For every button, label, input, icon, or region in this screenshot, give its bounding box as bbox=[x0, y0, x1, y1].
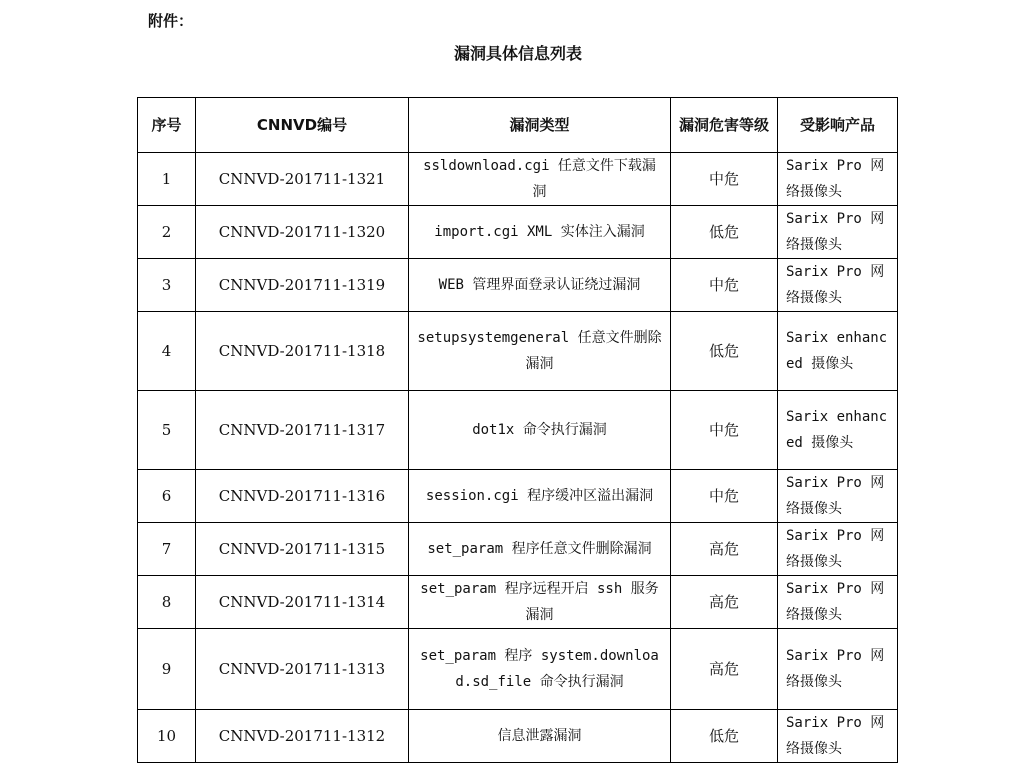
cell-product: Sarix Pro 网络摄像头 bbox=[778, 206, 898, 259]
cell-product: Sarix Pro 网络摄像头 bbox=[778, 470, 898, 523]
cell-product: Sarix enhanced 摄像头 bbox=[778, 391, 898, 470]
cell-no: 3 bbox=[138, 259, 196, 312]
cell-cnnvd-id: CNNVD-201711-1320 bbox=[196, 206, 409, 259]
cell-cnnvd-id: CNNVD-201711-1317 bbox=[196, 391, 409, 470]
table-row bbox=[138, 312, 898, 391]
cell-no: 7 bbox=[138, 523, 196, 576]
cell-type: import.cgi XML 实体注入漏洞 bbox=[409, 206, 671, 259]
cell-type: set_param 程序任意文件删除漏洞 bbox=[409, 523, 671, 576]
cell-type: dot1x 命令执行漏洞 bbox=[409, 391, 671, 470]
cell-type: setupsystemgeneral 任意文件删除漏洞 bbox=[409, 312, 671, 391]
cell-no: 6 bbox=[138, 470, 196, 523]
cell-level: 中危 bbox=[671, 259, 778, 312]
cell-cnnvd-id: CNNVD-201711-1314 bbox=[196, 576, 409, 629]
cell-cnnvd-id: CNNVD-201711-1318 bbox=[196, 312, 409, 391]
cell-type: set_param 程序 system.download.sd_file 命令执行漏洞 bbox=[409, 629, 671, 710]
cell-type: ssldownload.cgi 任意文件下载漏洞 bbox=[409, 153, 671, 206]
cell-cnnvd-id: CNNVD-201711-1316 bbox=[196, 470, 409, 523]
cell-cnnvd-id: CNNVD-201711-1315 bbox=[196, 523, 409, 576]
cell-level: 中危 bbox=[671, 391, 778, 470]
cell-type: 信息泄露漏洞 bbox=[409, 710, 671, 763]
cell-no: 8 bbox=[138, 576, 196, 629]
cell-product: Sarix Pro 网络摄像头 bbox=[778, 259, 898, 312]
cell-level: 高危 bbox=[671, 523, 778, 576]
cell-type: session.cgi 程序缓冲区溢出漏洞 bbox=[409, 470, 671, 523]
table-row bbox=[138, 206, 898, 259]
cell-level: 低危 bbox=[671, 206, 778, 259]
cell-level: 低危 bbox=[671, 312, 778, 391]
column-header-product: 受影响产品 bbox=[778, 98, 898, 153]
cell-product: Sarix enhanced 摄像头 bbox=[778, 312, 898, 391]
vulnerability-table bbox=[137, 97, 898, 763]
cell-level: 高危 bbox=[671, 576, 778, 629]
cell-cnnvd-id: CNNVD-201711-1313 bbox=[196, 629, 409, 710]
cell-level: 中危 bbox=[671, 470, 778, 523]
cell-level: 高危 bbox=[671, 629, 778, 710]
table-row bbox=[138, 259, 898, 312]
table-row bbox=[138, 391, 898, 470]
cell-product: Sarix Pro 网络摄像头 bbox=[778, 629, 898, 710]
column-header-cnnvd-id: CNNVD编号 bbox=[196, 98, 409, 153]
column-header-no: 序号 bbox=[138, 98, 196, 153]
page-title: 漏洞具体信息列表 bbox=[453, 44, 582, 63]
cell-product: Sarix Pro 网络摄像头 bbox=[778, 576, 898, 629]
cell-product: Sarix Pro 网络摄像头 bbox=[778, 153, 898, 206]
cell-no: 5 bbox=[138, 391, 196, 470]
column-header-type: 漏洞类型 bbox=[409, 98, 671, 153]
table-header-row bbox=[138, 98, 898, 153]
cell-product: Sarix Pro 网络摄像头 bbox=[778, 710, 898, 763]
cell-level: 低危 bbox=[671, 710, 778, 763]
cell-type: set_param 程序远程开启 ssh 服务漏洞 bbox=[409, 576, 671, 629]
cell-no: 10 bbox=[138, 710, 196, 763]
table-row bbox=[138, 576, 898, 629]
table-row bbox=[138, 710, 898, 763]
cell-product: Sarix Pro 网络摄像头 bbox=[778, 523, 898, 576]
cell-no: 9 bbox=[138, 629, 196, 710]
cell-no: 2 bbox=[138, 206, 196, 259]
attachment-label: 附件： bbox=[148, 12, 194, 30]
table-row bbox=[138, 629, 898, 710]
cell-no: 4 bbox=[138, 312, 196, 391]
cell-cnnvd-id: CNNVD-201711-1319 bbox=[196, 259, 409, 312]
cell-cnnvd-id: CNNVD-201711-1321 bbox=[196, 153, 409, 206]
table-row bbox=[138, 523, 898, 576]
column-header-level: 漏洞危害等级 bbox=[671, 98, 778, 153]
cell-type: WEB 管理界面登录认证绕过漏洞 bbox=[409, 259, 671, 312]
table-row bbox=[138, 153, 898, 206]
cell-no: 1 bbox=[138, 153, 196, 206]
table-row bbox=[138, 470, 898, 523]
cell-level: 中危 bbox=[671, 153, 778, 206]
cell-cnnvd-id: CNNVD-201711-1312 bbox=[196, 710, 409, 763]
